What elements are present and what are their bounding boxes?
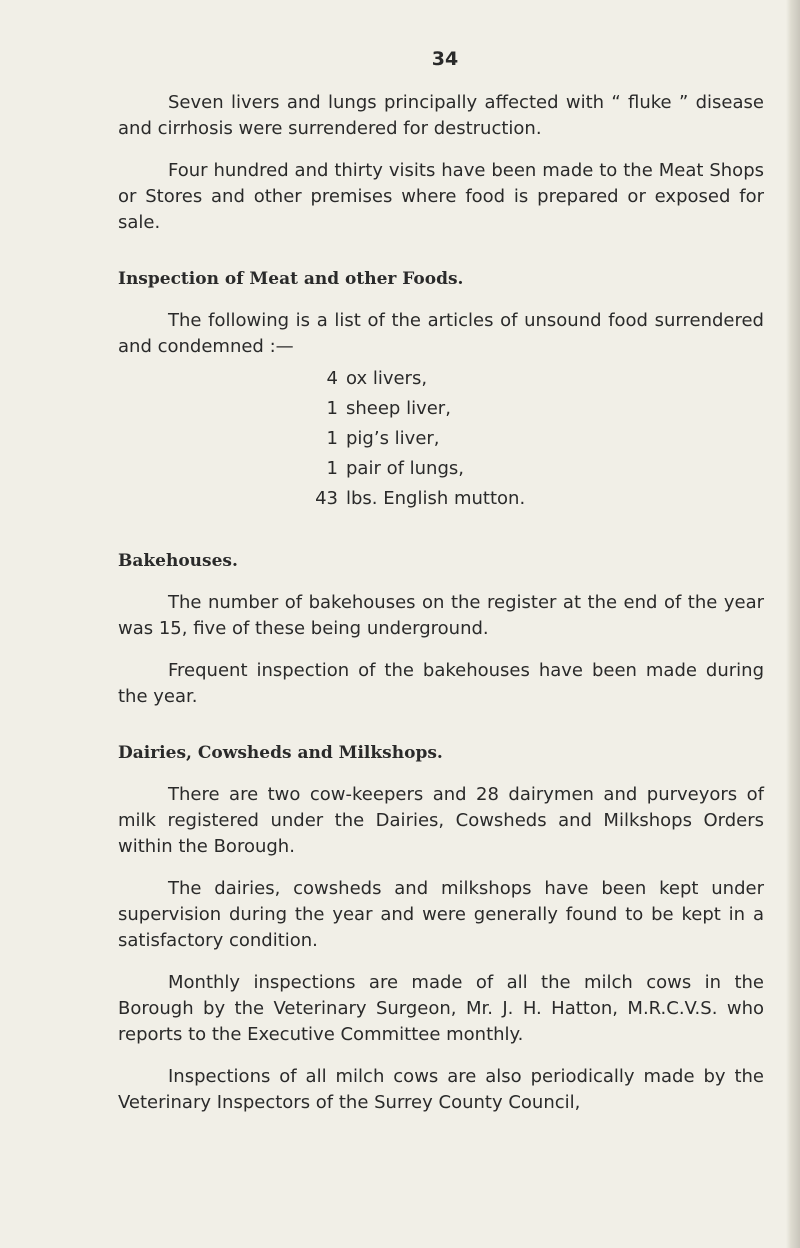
bakehouses-paragraph-1: The number of bakehouses on the register at the end of the year was 15, five of these being underground. (118, 592, 764, 639)
list-item (118, 484, 764, 514)
page-number: 34 (431, 48, 459, 70)
intro-paragraph-1: Seven livers and lungs principally affected with “ fluke ” disease and cirrhosis were surrendered for destruction. (118, 92, 764, 139)
item-description: pair of lungs, (346, 458, 464, 479)
list-item (118, 424, 764, 454)
bakehouses-heading: Bakehouses. (118, 551, 238, 571)
item-quantity: 1 (326, 428, 338, 449)
list-item (118, 394, 764, 424)
item-description: ox livers, (346, 368, 428, 389)
item-description: sheep liver, (346, 398, 451, 419)
dairies-paragraph-1: There are two cow-keepers and 28 dairymen and purveyors of milk registered under the Dairies, Cowsheds and Milkshops Orders within the Borough. (118, 784, 764, 857)
list-item (118, 454, 764, 484)
bakehouses-paragraph-2: Frequent inspection of the bakehouses have been made during the year. (118, 660, 764, 707)
meat-inspection-heading: Inspection of Meat and other Foods. (118, 269, 464, 289)
item-quantity: 43 (315, 488, 338, 509)
dairies-paragraph-4: Inspections of all milch cows are also periodically made by the Veterinary Inspectors of the Surrey County Council, (118, 1066, 764, 1113)
dairies-paragraph-2: The dairies, cowsheds and milkshops have been kept under supervision during the year and were generally found to be kept in a satisfactory condition. (118, 878, 764, 951)
dairies-heading: Dairies, Cowsheds and Milkshops. (118, 743, 443, 763)
intro-paragraph-2: Four hundred and thirty visits have been made to the Meat Shops or Stores and other premises where food is prepared or exposed for sale. (118, 160, 764, 233)
item-description: pig’s liver, (346, 428, 440, 449)
item-quantity: 4 (326, 368, 338, 389)
document-page (118, 48, 764, 1116)
meat-intro-paragraph: The following is a list of the articles of unsound food surrendered and condemned :— (118, 310, 764, 357)
list-item (118, 364, 764, 394)
dairies-paragraph-3: Monthly inspections are made of all the milch cows in the Borough by the Veterinary Surgeon, Mr. J. H. Hatton, M.R.C.V.S. who reports to the Executive Committee monthly. (118, 972, 764, 1045)
item-quantity: 1 (326, 398, 338, 419)
condemned-food-list (118, 364, 764, 514)
item-quantity: 1 (326, 458, 338, 479)
page-edge-shadow (786, 0, 800, 1248)
item-description: lbs. English mutton. (346, 488, 526, 509)
